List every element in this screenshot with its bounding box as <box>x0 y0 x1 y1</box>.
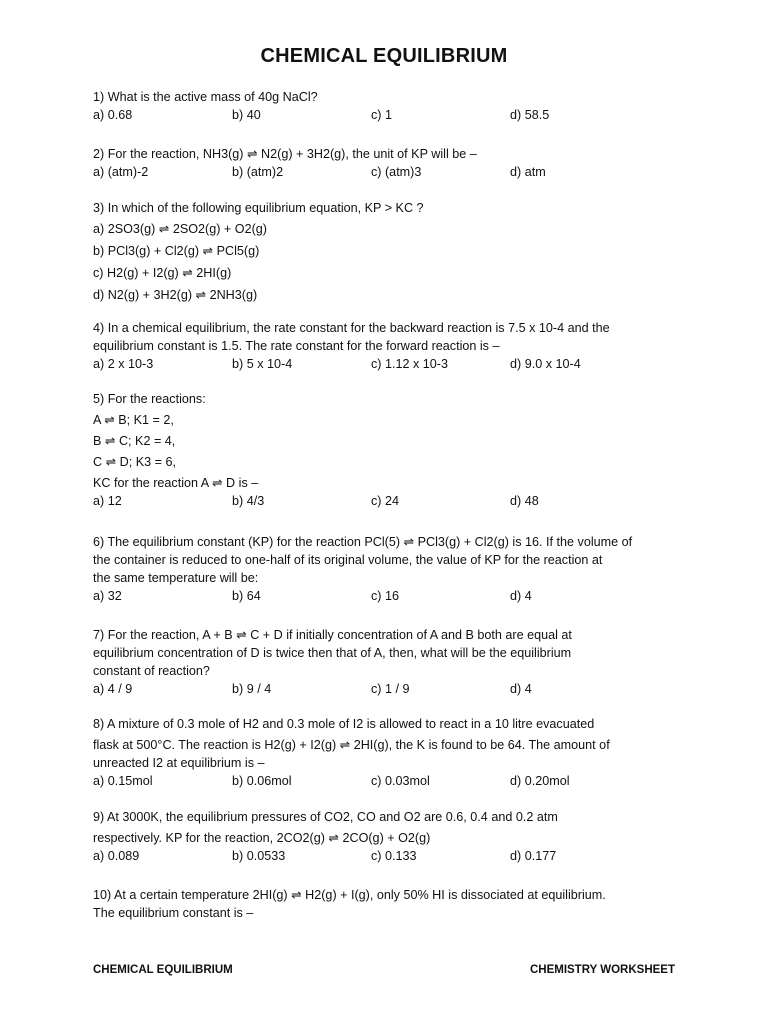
option-c: c) H2(g) + I2(g) ⇌ 2HI(g) <box>93 266 232 280</box>
option-c: c) 24 <box>371 494 399 508</box>
option-a: a) 4 / 9 <box>93 682 133 696</box>
option-d: d) atm <box>510 165 546 179</box>
option-b: b) 0.06mol <box>232 774 292 788</box>
question-text: 2) For the reaction, NH3(g) ⇌ N2(g) + 3H2(g), the unit of KP will be – <box>93 147 477 161</box>
answer-options <box>93 163 693 181</box>
answer-options <box>93 680 693 698</box>
option-a: a) (atm)-2 <box>93 165 149 179</box>
question-7 <box>93 626 693 698</box>
question-text: 4) In a chemical equilibrium, the rate constant for the backward reaction is 7.5 x 10-4 and the <box>93 321 610 335</box>
question-text: 1) What is the active mass of 40g NaCl? <box>93 90 318 104</box>
question-2 <box>93 145 693 181</box>
question-1 <box>93 88 693 124</box>
option-c: c) 0.03mol <box>371 774 430 788</box>
option-c: c) 1.12 x 10-3 <box>371 357 449 371</box>
question-5 <box>93 390 693 510</box>
option-d: d) 48 <box>510 494 539 508</box>
reaction-2: B ⇌ C; K2 = 4, <box>93 434 176 448</box>
question-text: 6) The equilibrium constant (KP) for the reaction PCl(5) ⇌ PCl3(g) + Cl2(g) is 16. If the volume of <box>93 535 633 549</box>
question-text: flask at 500°C. The reaction is H2(g) + I2(g) ⇌ 2HI(g), the K is found to be 64. The amount of <box>93 738 610 752</box>
option-b: b) PCl3(g) + Cl2(g) ⇌ PCl5(g) <box>93 244 260 258</box>
option-a: a) 12 <box>93 494 122 508</box>
question-10 <box>93 886 693 922</box>
option-b: b) 64 <box>232 589 261 603</box>
answer-options <box>93 106 693 124</box>
page-title: CHEMICAL EQUILIBRIUM <box>260 45 508 67</box>
option-c: c) 1 <box>371 108 392 122</box>
question-text: equilibrium concentration of D is twice then that of A, then, what will be the equilibrium <box>93 646 572 660</box>
option-d: d) 0.177 <box>510 849 557 863</box>
option-b: b) 9 / 4 <box>232 682 272 696</box>
question-prompt: KC for the reaction A ⇌ D is – <box>93 476 259 490</box>
option-b: b) 40 <box>232 108 261 122</box>
option-d: d) 9.0 x 10-4 <box>510 357 581 371</box>
option-a: a) 2 x 10-3 <box>93 357 154 371</box>
option-d: d) 4 <box>510 682 532 696</box>
question-text: 8) A mixture of 0.3 mole of H2 and 0.3 mole of I2 is allowed to react in a 10 litre evacuated <box>93 717 595 731</box>
question-text: 9) At 3000K, the equilibrium pressures of CO2, CO and O2 are 0.6, 0.4 and 0.2 atm <box>93 810 558 824</box>
question-text: constant of reaction? <box>93 664 210 678</box>
question-text: 7) For the reaction, A + B ⇌ C + D if initially concentration of A and B both are equal at <box>93 628 572 642</box>
question-text: 3) In which of the following equilibrium equation, KP > KC ? <box>93 201 424 215</box>
question-text: 5) For the reactions: <box>93 392 206 406</box>
option-b: b) 0.0533 <box>232 849 286 863</box>
option-d: d) 58.5 <box>510 108 550 122</box>
reaction-1: A ⇌ B; K1 = 2, <box>93 413 174 427</box>
option-b: b) 4/3 <box>232 494 265 508</box>
footer-right: CHEMISTRY WORKSHEET <box>529 964 675 976</box>
option-c: c) 16 <box>371 589 399 603</box>
option-a: a) 32 <box>93 589 122 603</box>
option-c: c) 0.133 <box>371 849 417 863</box>
reaction-3: C ⇌ D; K3 = 6, <box>93 455 176 469</box>
question-3 <box>93 199 693 304</box>
question-9 <box>93 808 693 865</box>
question-text: unreacted I2 at equilibrium is – <box>93 756 265 770</box>
option-b: b) 5 x 10-4 <box>232 357 293 371</box>
question-6 <box>93 533 693 605</box>
question-text: 10) At a certain temperature 2HI(g) ⇌ H2(g) + I(g), only 50% HI is dissociated at equilibrium. <box>93 888 606 902</box>
option-c: c) 1 / 9 <box>371 682 410 696</box>
question-text: the container is reduced to one-half of its original volume, the value of KP for the reaction at <box>93 553 603 567</box>
question-8 <box>93 715 693 790</box>
answer-options <box>93 772 693 790</box>
question-text: equilibrium constant is 1.5. The rate constant for the forward reaction is – <box>93 339 500 353</box>
option-a: a) 2SO3(g) ⇌ 2SO2(g) + O2(g) <box>93 222 267 236</box>
answer-options <box>93 355 693 373</box>
option-a: a) 0.089 <box>93 849 140 863</box>
option-a: a) 0.68 <box>93 108 133 122</box>
footer-left: CHEMICAL EQUILIBRIUM <box>93 964 233 976</box>
question-text: the same temperature will be: <box>93 571 259 585</box>
answer-options <box>93 587 693 605</box>
option-c: c) (atm)3 <box>371 165 422 179</box>
answer-options <box>93 847 693 865</box>
question-4 <box>93 319 693 373</box>
question-text: The equilibrium constant is – <box>93 906 254 920</box>
option-b: b) (atm)2 <box>232 165 284 179</box>
option-d: d) N2(g) + 3H2(g) ⇌ 2NH3(g) <box>93 288 258 302</box>
option-d: d) 4 <box>510 589 532 603</box>
option-d: d) 0.20mol <box>510 774 570 788</box>
question-text: respectively. KP for the reaction, 2CO2(g) ⇌ 2CO(g) + O2(g) <box>93 831 431 845</box>
option-a: a) 0.15mol <box>93 774 153 788</box>
answer-options <box>93 492 693 510</box>
